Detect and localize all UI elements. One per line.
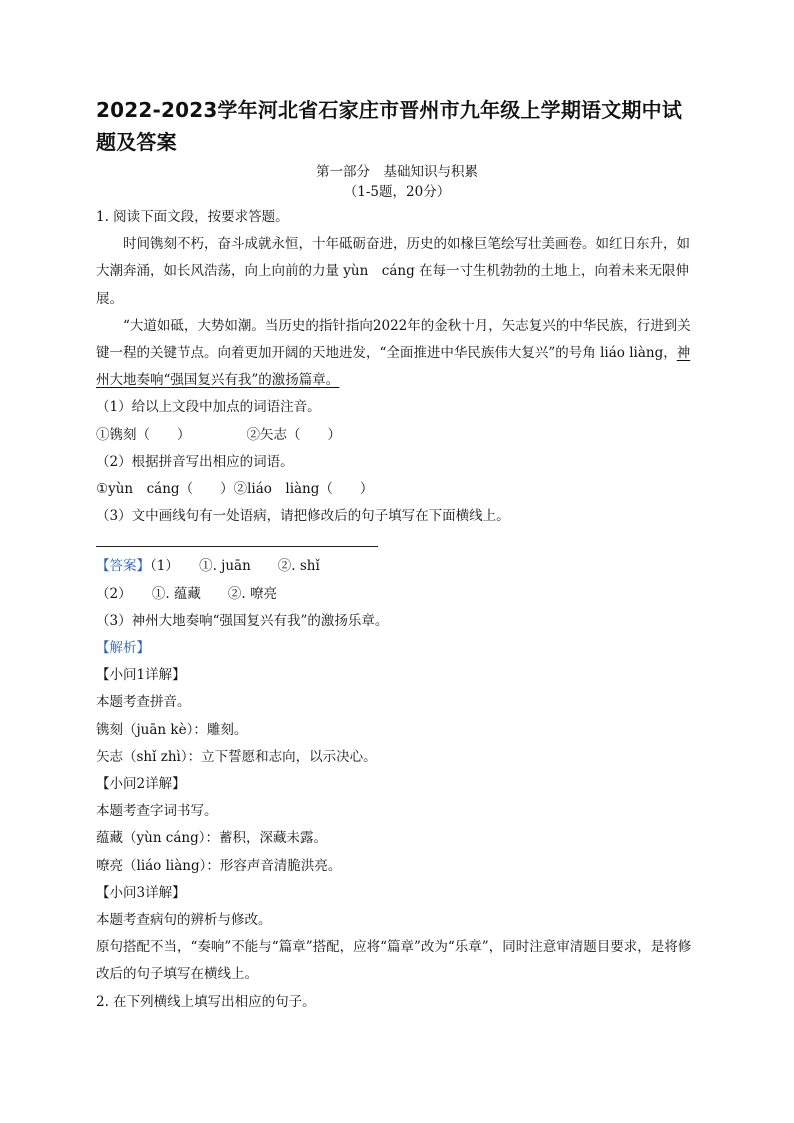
part-subheading: （1-5题，20分） <box>343 184 451 200</box>
answer-3: （3）神州大地奏响“强国复兴有我”的激扬乐章。 <box>96 612 389 629</box>
analysis-text-1: 本题考查拼音。 <box>96 694 191 711</box>
document-title: 2022-2023学年河北省石家庄市晋州市九年级上学期语文期中试题及答案 <box>96 98 683 154</box>
answer-tag: 【答案】 <box>96 558 150 575</box>
analysis-text-2: 本题考查字词书写。 <box>96 803 218 820</box>
analysis-heading-2: 【小问2详解】 <box>96 776 186 793</box>
underlined-sentence: 神州大地奏响“强国复兴有我”的激扬篇章。 <box>96 345 691 389</box>
analysis-text-1a: 镌刻（juān kè）：雕刻。 <box>96 721 248 738</box>
analysis-heading-1: 【小问1详解】 <box>96 667 186 684</box>
subquestion-1-item-b: ②矢志（ ） <box>246 426 341 443</box>
answer-row-1 <box>96 553 698 580</box>
question-1-paragraph-2 <box>96 313 698 395</box>
analysis-text-2a: 蕴藏（yùn cáng）：蓄积，深藏未露。 <box>96 830 328 847</box>
analysis-text-1b: 矢志（shǐ zhì）：立下誓愿和志向，以示决心。 <box>96 748 377 765</box>
answer-1: （1） ①. juān ②. shǐ <box>150 558 320 575</box>
analysis-text-3a: 原句搭配不当，“奏响”不能与“篇章”搭配，应将“篇章”改为“乐章”，同时注意审清题目要求，是将修改后的句子填写在横线上。 <box>96 939 692 983</box>
paragraph-2-text: “大道如砥，大势如潮。当历史的指针指向2022年的金秋十月，矢志复兴的中华民族，行进到关键一程的关键节点。向着更加开阔的天地进发，“全面推进中华民族伟大复兴”的号角 liáo liàng， <box>96 317 691 362</box>
subquestion-2-items: ①yùn cáng（ ）②liáo liàng（ ） <box>96 481 374 498</box>
question-1-stem: 1. 阅读下面文段，按要求答题。 <box>96 209 289 225</box>
analysis-heading-3: 【小问3详解】 <box>96 884 186 901</box>
answer-blank-line <box>96 530 378 547</box>
subquestion-1-item-a: ①镌刻（ ） <box>96 426 191 443</box>
subquestion-2: （2）根据拼音写出相应的词语。 <box>96 453 294 470</box>
subquestion-3: （3）文中画线句有一处语病，请把修改后的句子填写在下面横线上。 <box>96 508 510 525</box>
document-page <box>96 94 698 1016</box>
subquestion-1: （1）给以上文段中加点的词语注音。 <box>96 399 321 416</box>
analysis-text-2b: 嘹亮（liáo liàng）：形容声音清脆洪亮。 <box>96 857 342 874</box>
subquestion-1-items <box>96 422 698 449</box>
analysis-text-3: 本题考查病句的辨析与修改。 <box>96 912 272 929</box>
question-1-paragraph-1: 时间镌刻不朽，奋斗成就永恒，十年砥砺奋进，历史的如椽巨笔绘写壮美画卷。如红日东升，如大潮奔涌，如长风浩荡，向上向前的力量 yùn cáng 在每一寸生机勃勃的土地上，向着未来无限伸展。 <box>96 236 690 307</box>
analysis-tag: 【解析】 <box>96 640 150 657</box>
question-2-stem: 2. 在下列横线上填写出相应的句子。 <box>96 993 316 1010</box>
answer-2: （2） ①. 蕴藏 ②. 嘹亮 <box>96 585 278 602</box>
part-heading: 第一部分 基础知识与积累 <box>316 164 478 180</box>
